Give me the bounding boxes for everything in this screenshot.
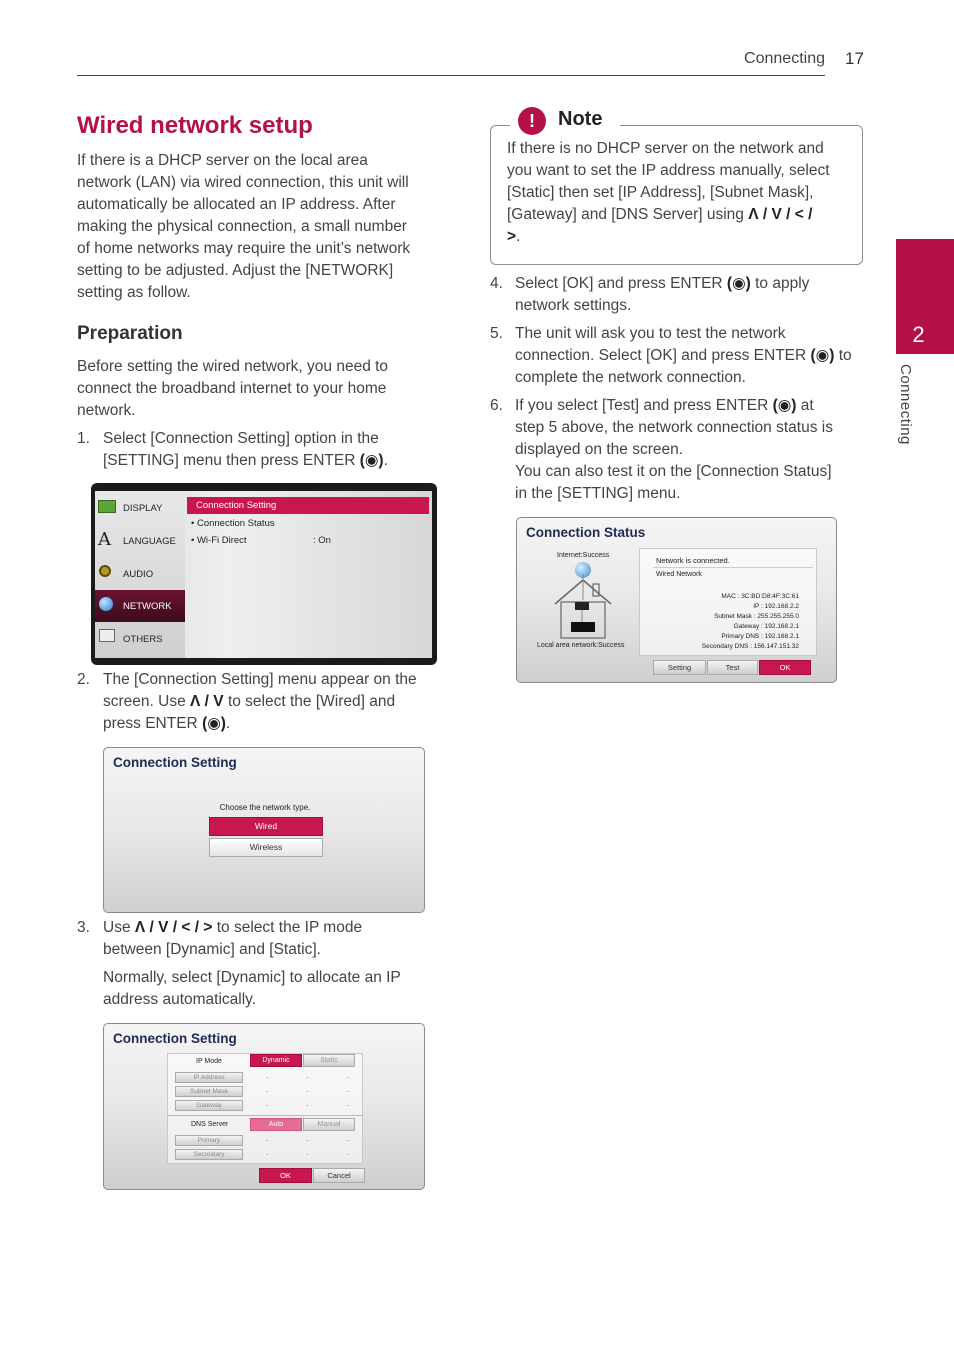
dns-server-label: DNS Server xyxy=(191,1121,229,1128)
secondary-dns-field[interactable]: Secondary xyxy=(175,1149,243,1160)
wireless-option[interactable]: Wireless xyxy=(209,838,323,857)
manual-option[interactable]: Manual xyxy=(303,1118,355,1131)
menu-item-language[interactable]: LANGUAGE xyxy=(123,536,176,547)
step-3-text: Use Λ / V / < / > to select the IP mode between [Dynamic] and [Static]. Normally, select [Dynamic] to allocate an IP address automatically. xyxy=(103,919,401,1008)
header-rule xyxy=(77,75,825,76)
menu-item-network[interactable]: NETWORK xyxy=(123,601,172,612)
preparation-text: Before setting the wired network, you need to connect the broadband internet to your home network. xyxy=(77,358,389,419)
info-divider xyxy=(653,567,813,568)
wired-network-label: Wired Network xyxy=(656,571,702,578)
right-arrow-glyph: > xyxy=(507,228,517,245)
subnet-mask-field[interactable]: Subnet Mask xyxy=(175,1086,243,1097)
page-number: 17 xyxy=(845,49,864,68)
gateway-field[interactable]: Gateway xyxy=(175,1100,243,1111)
step-4-text: Select [OK] and press ENTER (◉) to apply network settings. xyxy=(515,275,810,314)
ip-mode-label: IP Mode xyxy=(196,1058,222,1065)
direction-arrows-glyph: Λ / V / < / > xyxy=(134,919,213,936)
chapter-number: 2 xyxy=(912,322,925,347)
running-header-section: Connecting xyxy=(744,50,825,67)
enter-key-glyph: (◉) xyxy=(726,275,751,292)
setting-menu-screenshot xyxy=(91,483,437,665)
primary-dns-field[interactable]: Primary xyxy=(175,1135,243,1146)
display-icon xyxy=(98,500,116,513)
screen-title: Connection Setting xyxy=(113,755,237,770)
option-connection-status[interactable]: • Connection Status xyxy=(191,518,275,529)
network-icon xyxy=(99,597,113,611)
lan-status: Local area network:Success xyxy=(537,642,625,649)
internet-status: Internet:Success xyxy=(557,552,610,559)
step-1-text: Select [Connection Setting] option in the [SETTING] menu then press ENTER (◉). xyxy=(103,430,388,469)
step-6-number: 6. xyxy=(490,397,503,414)
others-icon xyxy=(99,629,115,642)
screen-title: Connection Status xyxy=(526,525,646,540)
exclamation-icon: ! xyxy=(518,107,546,135)
step-4-number: 4. xyxy=(490,275,503,292)
enter-key-glyph: (◉) xyxy=(202,715,226,732)
screen-title: Connection Setting xyxy=(113,1031,237,1046)
wired-option[interactable]: Wired xyxy=(209,817,323,836)
connection-status-screenshot xyxy=(516,517,837,683)
direction-arrows-glyph: Λ / V / < / xyxy=(748,206,813,223)
step-5-text: The unit will ask you to test the network connection. Select [OK] and press ENTER (◉) to complete the network connection. xyxy=(515,325,852,386)
cancel-button[interactable]: Cancel xyxy=(313,1168,365,1183)
menu-item-audio[interactable]: AUDIO xyxy=(123,569,154,580)
audio-icon xyxy=(99,565,111,577)
wifi-direct-value: : On xyxy=(313,535,331,546)
step-2-text: The [Connection Setting] menu appear on the screen. Use Λ / V to select the [Wired] and press ENTER (◉). xyxy=(103,671,417,732)
setting-button[interactable]: Setting xyxy=(653,660,706,675)
note-title: Note xyxy=(558,108,603,130)
up-down-arrows-glyph: Λ / V xyxy=(190,693,224,710)
panel-divider xyxy=(167,1115,363,1116)
chapter-label: Connecting xyxy=(897,364,914,445)
dynamic-option[interactable]: Dynamic xyxy=(250,1054,302,1067)
network-connected-text: Network is connected. xyxy=(656,556,730,565)
menu-item-display[interactable]: DISPLAY xyxy=(123,503,163,514)
ok-button[interactable]: OK xyxy=(759,660,811,675)
enter-key-glyph: (◉) xyxy=(359,452,384,469)
network-info-list: MAC : 3C:BD:D8:4F:3C:61 IP : 192.168.2.2 Subnet Mask : 255.255.255.0 Gateway : 192.168.2.1 Primary DNS : 192.168.2.1 Secondary DNS : 156.147.151.32 xyxy=(701,593,799,650)
gateway-value: . . . xyxy=(266,1099,368,1108)
step-1-number: 1. xyxy=(77,430,90,447)
subnet-mask-value: . . . xyxy=(266,1085,368,1094)
menu-item-others[interactable]: OTHERS xyxy=(123,634,163,645)
step-6-text: If you select [Test] and press ENTER (◉) at step 5 above, the network connection status is displayed on the screen. You can also test it on the [Connection Status] in the [SETTING] menu. xyxy=(515,397,833,502)
home-network-icon xyxy=(551,574,615,640)
preparation-heading: Preparation xyxy=(77,323,183,344)
step-5-number: 5. xyxy=(490,325,503,342)
step-3-number: 3. xyxy=(77,919,90,936)
enter-key-glyph: (◉) xyxy=(772,397,797,414)
ip-mode-screenshot xyxy=(103,1023,425,1190)
static-option[interactable]: Static xyxy=(303,1054,355,1067)
ok-button[interactable]: OK xyxy=(259,1168,312,1183)
auto-option[interactable]: Auto xyxy=(250,1118,302,1131)
network-type-prompt: Choose the network type. xyxy=(219,803,311,812)
ip-address-value: . . . xyxy=(266,1071,368,1080)
language-icon: A xyxy=(98,529,111,550)
option-connection-setting[interactable]: Connection Setting xyxy=(187,497,429,514)
note-text: If there is no DHCP server on the network and you want to set the IP address manually, select [Static] then set [IP Address], [Subnet Mask], [Gateway] and [DNS Server] using Λ / V / < / >. xyxy=(507,140,830,245)
step-2-number: 2. xyxy=(77,671,90,688)
enter-key-glyph: (◉) xyxy=(810,347,835,364)
connection-setting-type-screenshot xyxy=(103,747,425,913)
secondary-dns-value: . . . xyxy=(266,1148,368,1157)
intro-paragraph: If there is a DHCP server on the local area network (LAN) via wired connection, this unit will automatically be allocated an IP address. After making the physical connection, a small number of home networks may require the unit’s network setting to be adjusted. Adjust the [NETWORK] setting as follow. xyxy=(77,152,411,301)
ip-address-field[interactable]: IP Address xyxy=(175,1072,243,1083)
page-title: Wired network setup xyxy=(77,112,313,139)
test-button[interactable]: Test xyxy=(707,660,758,675)
primary-dns-value: . . . xyxy=(266,1134,368,1143)
option-wifi-direct[interactable]: • Wi-Fi Direct xyxy=(191,535,247,546)
